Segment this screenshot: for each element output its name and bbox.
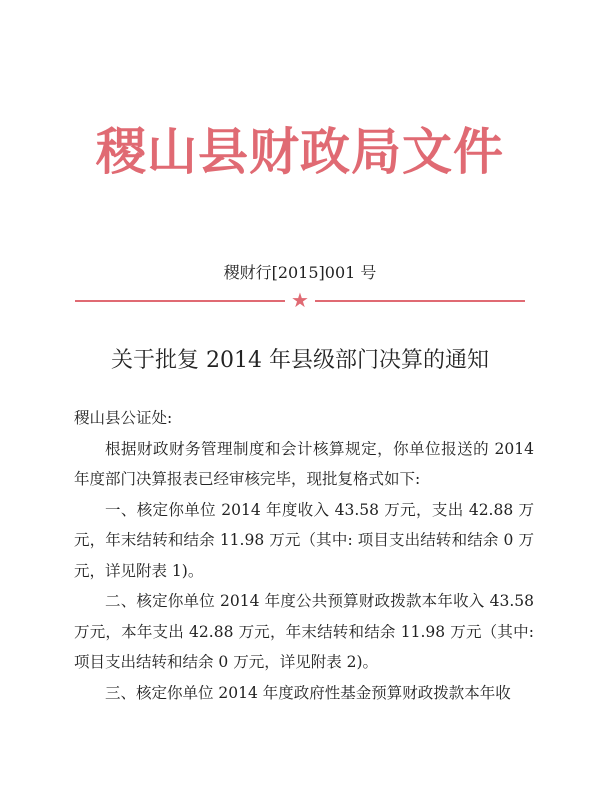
body-paragraph-item-3: 三、核定你单位 2014 年度政府性基金预算财政拨款本年收 [105, 683, 511, 702]
notice-title: 关于批复 2014 年县级部门决算的通知 [111, 348, 489, 373]
divider-line-left [75, 300, 285, 302]
document-number: 稷财行[2015]001 号 [223, 263, 377, 282]
divider-line-right [315, 300, 525, 302]
star-icon: ★ [291, 288, 309, 312]
notice-body [74, 403, 534, 708]
org-header-title: 稷山县财政局文件 [96, 122, 504, 181]
body-paragraph-item-1: 一、核定你单位 2014 年度收入 43.58 万元，支出 42.88 万元，年末结转和结余 11.98 万元（其中: 项目支出结转和结余 0 万元，详见附表 1)。 [74, 500, 534, 580]
body-paragraph-intro: 根据财政财务管理制度和会计核算规定，你单位报送的 2014 年度部门决算报表已经审核完毕，现批复格式如下: [74, 439, 534, 488]
addressee: 稷山县公证处: [74, 409, 173, 427]
body-paragraph-item-2: 二、核定你单位 2014 年度公共预算财政拨款本年收入 43.58 万元，本年支出 42.88 万元，年末结转和结余 11.98 万元（其中: 项目支出结转和结余 0 万元，详见附表 2)。 [74, 592, 534, 671]
red-divider [75, 290, 525, 312]
